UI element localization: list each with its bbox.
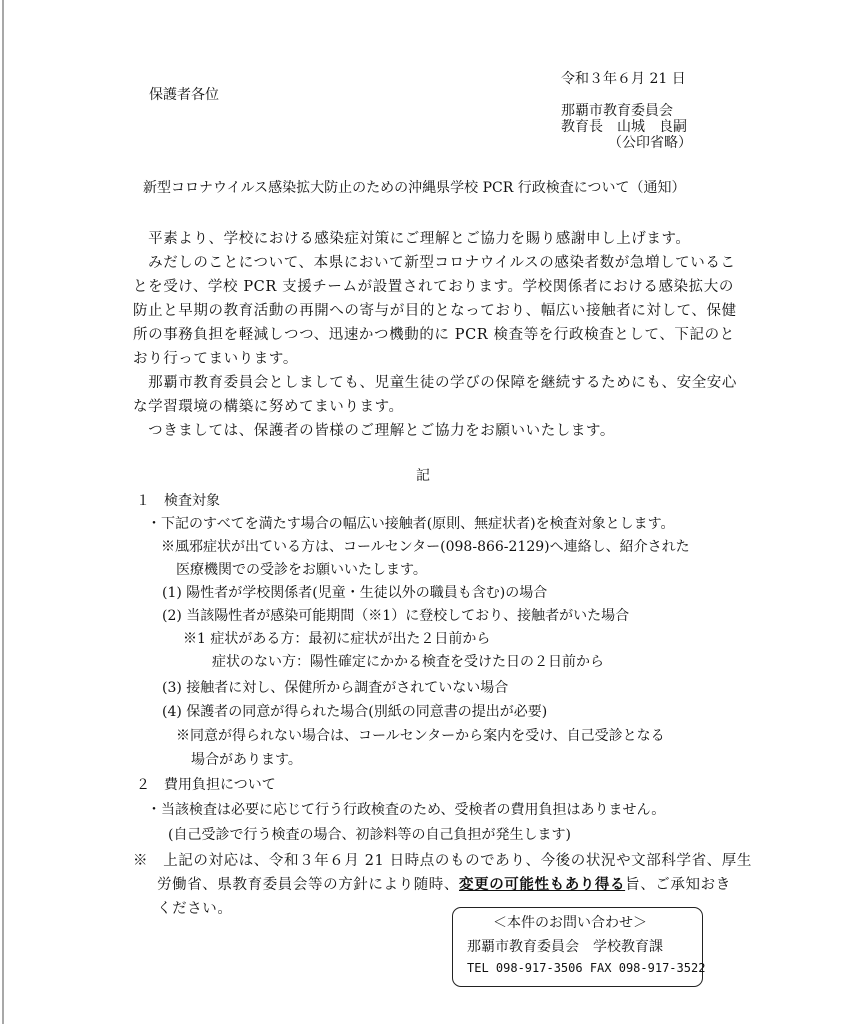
ki-heading: 記 — [416, 468, 430, 484]
body-line: な学習環境の構築に努めてまいります。 — [133, 399, 404, 415]
issue-date: 令和３年６月 21 日 — [561, 71, 686, 87]
section1-note-line: 医療機関での受診をお願いいたします。 — [176, 562, 427, 578]
section1-bullet: ・下記のすべてを満たす場合の幅広い接触者(原則、無症状者)を検査対象とします。 — [147, 516, 675, 532]
body-line: みだしのことについて、本県において新型コロナウイルスの感染者数が急増しているこ — [133, 255, 736, 271]
section2-bullet: ・当該検査は必要に応じて行う行政検査のため、受検者の費用負担はありません。 — [147, 802, 666, 818]
condition-item-3: (3) 接触者に対し、保健所から調査がされていない場合 — [162, 680, 509, 696]
body-line: 防止と早期の教育活動の再開への寄与が目的となっており、幅広い接触者に対して、保健 — [133, 303, 737, 319]
condition-item-4-note: ※同意が得られない場合は、コールセンターから案内を受け、自己受診となる — [176, 728, 665, 744]
condition-item-1: (1) 陽性者が学校関係者(児童・生徒以外の職員も含む)の場合 — [162, 585, 548, 601]
body-line: 所の事務負担を軽減しつつ、迅速かつ機動的に PCR 検査等を行政検査として、下記のと — [133, 327, 735, 343]
section2-heading: ２ 費用負担について — [136, 777, 276, 793]
footnote-text: 旨、ご承知おき — [625, 877, 731, 893]
body-line: つきましては、保護者の皆様のご理解とご協力をお願いいたします。 — [133, 423, 616, 439]
sender-name: 教育長 山城 良嗣 — [561, 119, 687, 135]
body-line: おり行ってまいります。 — [133, 351, 298, 367]
contact-department: 那覇市教育委員会 学校教育課 — [467, 939, 663, 955]
document-title: 新型コロナウイルス感染拡大防止のための沖縄県学校 PCR 行政検査について（通知） — [143, 180, 686, 196]
section1-heading: １ 検査対象 — [136, 493, 220, 509]
footnote-text: 労働省、県教育委員会等の方針により随時、 — [157, 877, 459, 893]
contact-box — [452, 907, 706, 987]
section1-note-line: ※風邪症状が出ている方は、コールセンター(098-866-2129)へ連絡し、紹介された — [161, 539, 690, 555]
condition-item-2-note: ※1 症状がある方：最初に症状が出た２日前から — [183, 631, 491, 647]
seal-omitted-note: （公印省略） — [608, 135, 692, 151]
contact-title: ＜本件のお問い合わせ＞ — [493, 915, 647, 931]
body-line: とを受け、学校 PCR 支援チームが設置されております。学校関係者における感染拡大の — [133, 279, 734, 295]
addressee: 保護者各位 — [149, 87, 219, 103]
footnote-line: ください。 — [157, 901, 233, 917]
sender-organization: 那覇市教育委員会 — [561, 103, 673, 119]
footnote-line: ※ 上記の対応は、令和３年６月 21 日時点のものであり、今後の状況や文部科学省、厚生 — [133, 853, 752, 869]
section2-note: (自己受診で行う検査の場合、初診料等の自己負担が発生します) — [168, 827, 571, 843]
condition-item-4-note: 場合があります。 — [191, 752, 302, 768]
body-line: 平素より、学校における感染症対策にご理解とご協力を賜り感謝申し上げます。 — [133, 231, 691, 247]
body-line: 那覇市教育委員会としましても、児童生徒の学びの保障を継続するためにも、安全安心 — [133, 375, 737, 391]
condition-item-2-note: 症状のない方：陽性確定にかかる検査を受けた日の２日前から — [212, 654, 604, 670]
contact-phone-fax: TEL 098-917-3506 FAX 098-917-3522 — [467, 961, 706, 975]
condition-item-4: (4) 保護者の同意が得られた場合(別紙の同意書の提出が必要) — [162, 704, 548, 720]
emphasis-underlined: 変更の可能性もあり得る — [459, 876, 626, 893]
condition-item-2: (2) 当該陽性者が感染可能期間（※1）に登校しており、接触者がいた場合 — [162, 608, 630, 624]
footnote-line — [157, 876, 731, 894]
